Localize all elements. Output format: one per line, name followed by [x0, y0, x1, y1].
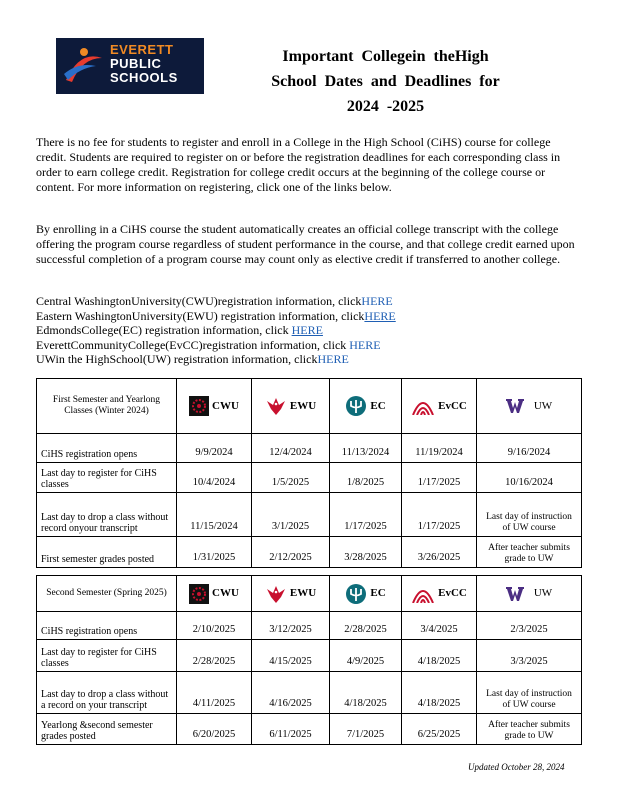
- link-line-ewu: [36, 309, 581, 324]
- link-line-uw: [36, 352, 581, 367]
- college-name-cwu: CWU: [212, 587, 239, 599]
- date-cell: 4/18/2025: [402, 640, 477, 672]
- table-header-row: [37, 379, 582, 434]
- row-label: Last day to drop a class without a record on your transcript: [37, 672, 177, 714]
- link-text-cwu: Central WashingtonUniversity(CWU)registration information, click: [36, 294, 362, 308]
- ec-trident-icon: [345, 395, 367, 417]
- first-semester-table: [36, 378, 582, 568]
- date-cell: 1/31/2025: [177, 537, 252, 568]
- title-line-2: School Dates and Deadlines for: [271, 73, 500, 90]
- date-cell: 3/26/2025: [402, 537, 477, 568]
- evcc-arches-icon: [411, 585, 435, 603]
- date-cell: 2/28/2025: [177, 640, 252, 672]
- cwu-logo-icon: [189, 584, 209, 604]
- logo-word-everett: EVERETT: [110, 42, 174, 57]
- college-col-uw: [477, 379, 582, 434]
- logo-word-schools: SCHOOLS: [110, 70, 178, 85]
- date-cell: 2/10/2025: [177, 612, 252, 640]
- college-col-evcc: [402, 379, 477, 434]
- date-cell: 1/17/2025: [402, 463, 477, 493]
- date-cell: 2/28/2025: [330, 612, 402, 640]
- date-cell: 7/1/2025: [330, 714, 402, 745]
- date-cell: 3/1/2025: [252, 493, 330, 537]
- college-name-ec: EC: [370, 587, 386, 599]
- college-col-ec: [330, 576, 402, 612]
- date-cell: 1/8/2025: [330, 463, 402, 493]
- uw-here-link[interactable]: HERE: [317, 352, 349, 366]
- date-cell: 4/9/2025: [330, 640, 402, 672]
- link-text-ec: EdmondsCollege(EC) registration information, click: [36, 323, 289, 337]
- cwu-here-link[interactable]: HERE: [361, 294, 393, 308]
- row-label: CiHS registration opens: [37, 612, 177, 640]
- date-cell: 4/11/2025: [177, 672, 252, 714]
- uw-w-icon: [506, 586, 524, 602]
- date-cell: 2/12/2025: [252, 537, 330, 568]
- ewu-eagle-icon: [265, 395, 287, 417]
- date-cell: 6/11/2025: [252, 714, 330, 745]
- date-cell: 9/16/2024: [477, 434, 582, 463]
- table-row: [37, 463, 582, 493]
- college-name-ewu: EWU: [289, 399, 317, 412]
- date-cell: 11/13/2024: [330, 434, 402, 463]
- table-row: [37, 493, 582, 537]
- uw-w-icon: [506, 398, 524, 414]
- college-col-ewu: [252, 379, 330, 434]
- everett-public-schools-logo: [56, 38, 204, 94]
- row-label: Yearlong &second semester grades posted: [37, 714, 177, 745]
- title-line-3: 2024 -2025: [346, 98, 425, 115]
- row-label: Last day to register for CiHS classes: [37, 463, 177, 493]
- table-row: [37, 640, 582, 672]
- college-col-ewu: [252, 576, 330, 612]
- college-col-ec: [330, 379, 402, 434]
- evcc-here-link[interactable]: HERE: [349, 337, 381, 352]
- link-text-ewu: Eastern WashingtonUniversity(EWU) registration information, click: [36, 308, 365, 323]
- date-cell: 3/28/2025: [330, 537, 402, 568]
- logo-word-public: PUBLIC: [110, 56, 162, 71]
- link-line-ec: [36, 323, 581, 338]
- date-cell: 2/3/2025: [477, 612, 582, 640]
- date-cell: 6/25/2025: [402, 714, 477, 745]
- college-name-ewu: EWU: [289, 587, 317, 599]
- semester-header: First Semester and Yearlong Classes (Winter 2024): [37, 379, 177, 434]
- date-cell: 11/15/2024: [177, 493, 252, 537]
- ewu-eagle-icon: [265, 583, 287, 605]
- intro-paragraph: There is no fee for students to register and enroll in a College in the High School (CiHS) course for college credit. Students are required to register on or before the registration deadlines for each corresponding class in order to earn college credit. Registration for college credit occurs at the beginning of the college course or content. For more information on registering, click one of the links below.: [36, 135, 561, 194]
- link-line-evcc: [36, 338, 581, 353]
- note-cell: After teacher submits grade to UW: [477, 537, 582, 568]
- college-name-uw: UW: [533, 587, 553, 599]
- ewu-here-link[interactable]: HERE: [364, 308, 396, 323]
- ec-trident-icon: [345, 583, 367, 605]
- note-cell: Last day of instruction of UW course: [477, 672, 582, 714]
- date-cell: 3/3/2025: [477, 640, 582, 672]
- link-line-cwu: [36, 294, 581, 309]
- row-label: Last day to register for CiHS classes: [37, 640, 177, 672]
- table-row: [37, 612, 582, 640]
- college-name-cwu: CWU: [212, 399, 239, 412]
- date-cell: 12/4/2024: [252, 434, 330, 463]
- date-cell: 11/19/2024: [402, 434, 477, 463]
- college-name-evcc: EvCC: [438, 587, 467, 599]
- date-cell: 4/16/2025: [252, 672, 330, 714]
- second-semester-table: [36, 575, 582, 745]
- ec-here-link[interactable]: HERE: [291, 323, 323, 337]
- date-cell: 9/9/2024: [177, 434, 252, 463]
- date-cell: 1/17/2025: [402, 493, 477, 537]
- date-cell: 1/17/2025: [330, 493, 402, 537]
- swoosh-icon: [62, 44, 106, 88]
- table-row: [37, 537, 582, 568]
- college-name-ec: EC: [370, 399, 386, 412]
- table-row: [37, 672, 582, 714]
- date-cell: 4/18/2025: [402, 672, 477, 714]
- date-cell: 3/12/2025: [252, 612, 330, 640]
- college-col-evcc: [402, 576, 477, 612]
- enrollment-paragraph: By enrolling in a CiHS course the student automatically creates an official college transcript with the college offering the program course regardless of student performance in the course, and that college credit earned upon successful completion of a program course may count only as elective credit if transferred to another college.: [36, 222, 575, 266]
- date-cell: 4/15/2025: [252, 640, 330, 672]
- link-text-uw: UWin the HighSchool(UW) registration information, click: [36, 352, 318, 366]
- college-name-evcc: EvCC: [438, 399, 467, 412]
- page-title: [218, 44, 553, 119]
- college-name-uw: UW: [533, 399, 553, 412]
- title-line-1: Important Collegein theHigh: [282, 48, 489, 65]
- table-row: [37, 434, 582, 463]
- table-row: [37, 714, 582, 745]
- date-cell: 10/16/2024: [477, 463, 582, 493]
- college-col-cwu: [177, 379, 252, 434]
- note-cell: After teacher submits grade to UW: [477, 714, 582, 745]
- updated-date-footer: Updated October 28, 2024: [468, 762, 565, 772]
- college-col-cwu: [177, 576, 252, 612]
- cwu-logo-icon: [189, 396, 209, 416]
- date-cell: 4/18/2025: [330, 672, 402, 714]
- date-cell: 1/5/2025: [252, 463, 330, 493]
- link-text-evcc: EverettCommunityCollege(EvCC)registration information, click: [36, 337, 347, 352]
- row-label: First semester grades posted: [37, 537, 177, 568]
- evcc-arches-icon: [411, 397, 435, 415]
- row-label: CiHS registration opens: [37, 434, 177, 463]
- date-cell: 6/20/2025: [177, 714, 252, 745]
- note-cell: Last day of instruction of UW course: [477, 493, 582, 537]
- row-label: Last day to drop a class without record onyour transcript: [37, 493, 177, 537]
- table-header-row: [37, 576, 582, 612]
- semester-header: Second Semester (Spring 2025): [37, 576, 177, 612]
- college-col-uw: [477, 576, 582, 612]
- date-cell: 10/4/2024: [177, 463, 252, 493]
- date-cell: 3/4/2025: [402, 612, 477, 640]
- registration-links: [36, 294, 581, 367]
